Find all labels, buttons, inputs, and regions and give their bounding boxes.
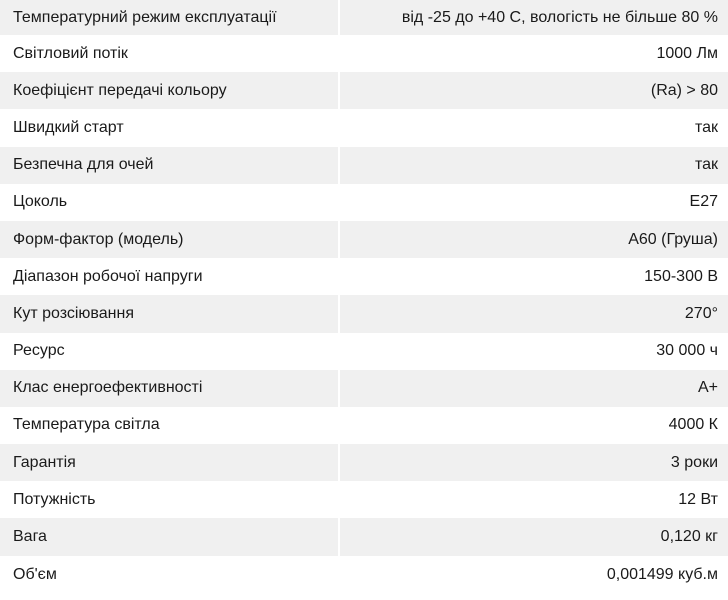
spec-row-luminous-flux	[0, 35, 728, 72]
spec-name: Світловий потік	[0, 35, 338, 72]
spec-row-volume	[0, 556, 728, 594]
spec-row-warranty	[0, 444, 728, 481]
spec-name: Форм-фактор (модель)	[0, 221, 338, 258]
spec-value: E27	[340, 184, 728, 221]
spec-name: Ресурс	[0, 333, 338, 370]
spec-row-beam-angle	[0, 295, 728, 332]
spec-value: 12 Вт	[340, 481, 728, 518]
spec-row-operating-temperature	[0, 0, 728, 35]
spec-row-form-factor	[0, 221, 728, 258]
spec-row-energy-class	[0, 370, 728, 407]
spec-row-color-rendering	[0, 72, 728, 109]
spec-name: Вага	[0, 518, 338, 555]
spec-name: Об'єм	[0, 556, 338, 594]
spec-name: Клас енергоефективності	[0, 370, 338, 407]
spec-value: 150-300 В	[340, 258, 728, 295]
spec-row-socket	[0, 184, 728, 221]
spec-name: Діапазон робочої напруги	[0, 258, 338, 295]
spec-name: Температурний режим експлуатації	[0, 0, 338, 35]
spec-value: 0,120 кг	[340, 518, 728, 555]
spec-value: A+	[340, 370, 728, 407]
spec-name: Гарантія	[0, 444, 338, 481]
spec-value: від -25 до +40 С, вологість не більше 80 %	[340, 0, 728, 35]
spec-row-power	[0, 481, 728, 518]
spec-value: А60 (Груша)	[340, 221, 728, 258]
spec-name: Кут розсіювання	[0, 295, 338, 332]
spec-row-quick-start	[0, 109, 728, 146]
spec-value: так	[340, 147, 728, 184]
spec-row-voltage-range	[0, 258, 728, 295]
spec-name: Температура світла	[0, 407, 338, 444]
spec-value: 0,001499 куб.м	[340, 556, 728, 594]
spec-value: (Ra) > 80	[340, 72, 728, 109]
spec-name: Коефіцієнт передачі кольору	[0, 72, 338, 109]
spec-row-color-temperature	[0, 407, 728, 444]
spec-name: Безпечна для очей	[0, 147, 338, 184]
spec-row-eye-safe	[0, 147, 728, 184]
spec-value: так	[340, 109, 728, 146]
spec-row-weight	[0, 518, 728, 555]
spec-value: 1000 Лм	[340, 35, 728, 72]
spec-value: 270°	[340, 295, 728, 332]
spec-name: Швидкий старт	[0, 109, 338, 146]
spec-name: Цоколь	[0, 184, 338, 221]
spec-value: 3 роки	[340, 444, 728, 481]
spec-row-lifetime	[0, 333, 728, 370]
spec-value: 30 000 ч	[340, 333, 728, 370]
spec-name: Потужність	[0, 481, 338, 518]
spec-value: 4000 К	[340, 407, 728, 444]
